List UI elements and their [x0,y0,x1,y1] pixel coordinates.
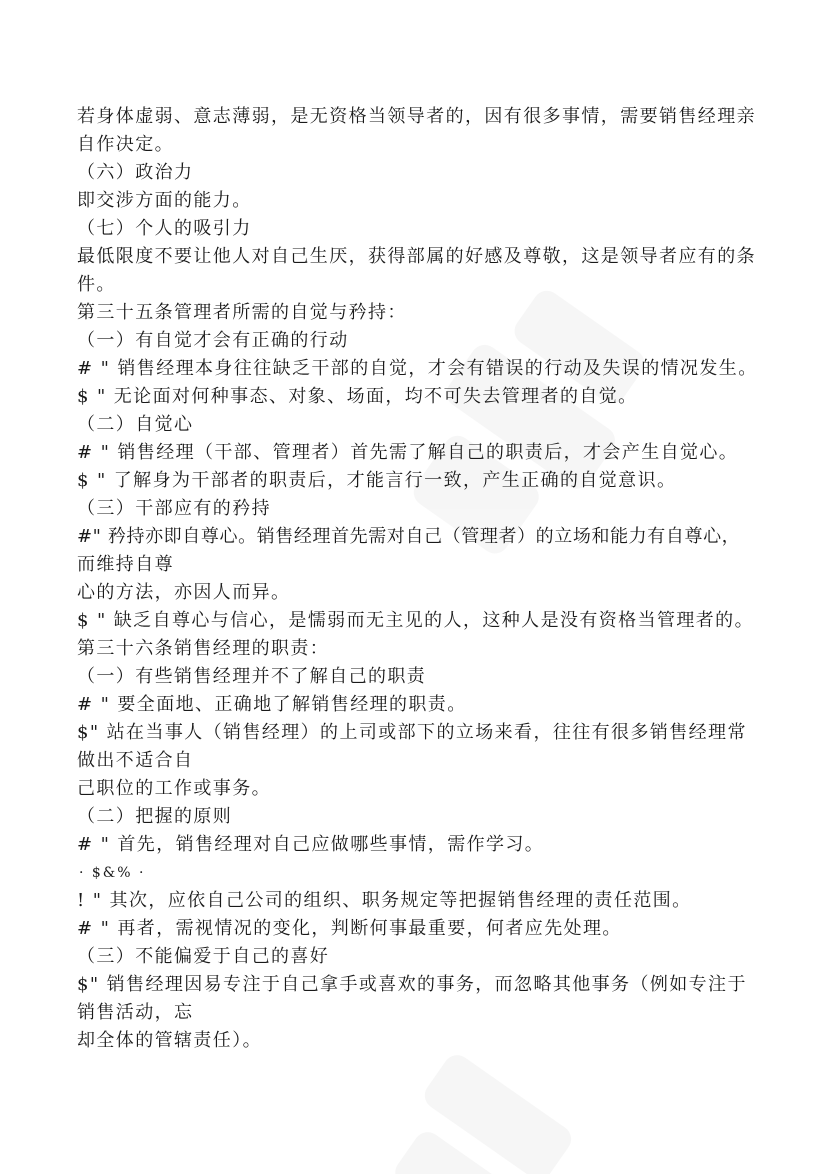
list-item-line: # " 销售经理本身往往缺乏干部的自觉，才会有错误的行动及失误的情况发生。 [77,358,758,379]
subsection-heading: （七）个人的吸引力 [77,218,252,239]
list-item-line: # " 首先，销售经理对自己应做哪些事情，需作学习。 [77,834,545,855]
subsection-heading: （三）不能偏爱于自己的喜好 [77,946,330,967]
article-heading: 第三十六条销售经理的职责： [77,638,330,659]
paragraph-line: 最低限度不要让他人对自己生厌，获得部属的好感及尊敬，这是领导者应有的条 [77,246,756,267]
list-item-line: $ " 缺乏自尊心与信心，是懦弱而无主见的人，这种人是没有资格当管理者的。 [77,610,754,631]
list-item-line: # " 销售经理（干部、管理者）首先需了解自己的职责后，才会产生自觉心。 [77,442,739,463]
list-item-line: #" 矜持亦即自尊心。销售经理首先需对自己（管理者）的立场和能力有自尊心， [77,526,741,547]
watermark [365,1044,585,1174]
list-item-line: # " 再者，需视情况的变化，判断何事最重要，何者应先处理。 [77,918,622,939]
subsection-heading: （一）有自觉才会有正确的行动 [77,330,349,351]
paragraph-line: 却全体的管辖责任）。 [77,1030,262,1051]
article-heading: 第三十五条管理者所需的自觉与矜持： [77,302,407,323]
list-item-line: $" 站在当事人（销售经理）的上司或部下的立场来看，往往有很多销售经理常 [77,722,747,743]
paragraph-line: 若身体虚弱、意志薄弱，是无资格当领导者的，因有很多事情，需要销售经理亲 [77,106,756,127]
paragraph-line: 销售活动，忘 [77,1002,194,1023]
list-item-line: $ " 了解身为干部者的职责后，才能言行一致，产生正确的自觉意识。 [77,470,677,491]
page-number: · $&% · [79,865,146,881]
paragraph-line: 而维持自尊 [77,554,174,575]
paragraph-line: 件。 [77,274,116,295]
subsection-heading: （六）政治力 [77,162,194,183]
paragraph-line: 即交涉方面的能力。 [77,190,252,211]
list-item-line: ! " 其次，应依自己公司的组织、职务规定等把握销售经理的责任范围。 [77,890,692,911]
subsection-heading: （二）自觉心 [77,414,194,435]
paragraph-line: 自作决定。 [77,134,174,155]
list-item-line: # " 要全面地、正确地了解销售经理的职责。 [77,694,467,715]
paragraph-line: 做出不适合自 [77,750,194,771]
list-item-line: $" 销售经理因易专注于自己拿手或喜欢的事务，而忽略其他事务（例如专注于 [77,974,747,995]
paragraph-line: 心的方法，亦因人而异。 [77,582,291,603]
document-body [77,103,807,1055]
paragraph-line: 己职位的工作或事务。 [77,778,271,799]
list-item-line: $ " 无论面对何种事态、对象、场面，均不可失去管理者的自觉。 [77,386,638,407]
subsection-heading: （一）有些销售经理并不了解自己的职责 [77,666,427,687]
subsection-heading: （二）把握的原则 [77,806,233,827]
subsection-heading: （三）干部应有的矜持 [77,498,271,519]
